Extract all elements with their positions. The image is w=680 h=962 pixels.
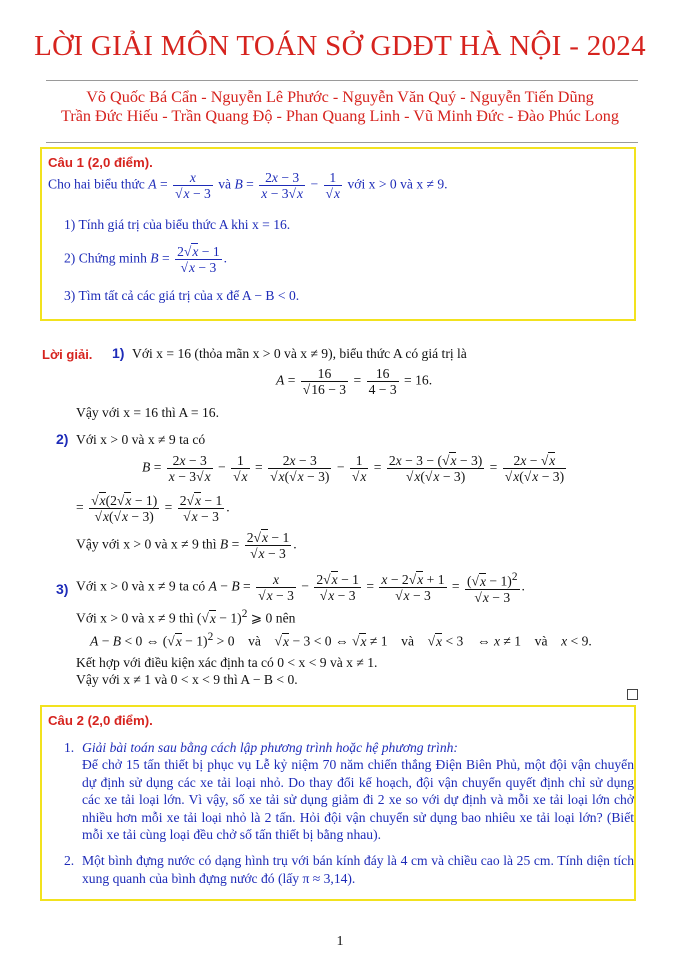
and-word: và xyxy=(401,633,414,649)
fraction: $\frac{2√x - 1}{√x - 3}$ xyxy=(179,493,223,524)
fraction: $\frac{1}{√x}$ xyxy=(233,453,248,484)
fraction: $\frac{1}{√x}$ xyxy=(351,453,367,484)
solution-part-3-line-2: Với x > 0 và x ≠ 9 thì $(√x - 1)^2$ ⩾ 0 nên xyxy=(76,608,296,626)
fraction: $\frac{(√x - 1)^2}{√x - 3}$ xyxy=(466,571,518,605)
page-title: LỜI GIẢI MÔN TOÁN SỞ GDĐT HÀ NỘI - 2024 xyxy=(34,30,646,62)
line-2-end: nên xyxy=(275,610,296,626)
fraction-b1: $\frac{2x - 3}{x - 3√x}$ xyxy=(261,170,304,201)
question-1-item-1: 1) Tính giá trị của biểu thức A khi x = 16. xyxy=(64,217,291,232)
fraction: $\frac{x - 2√x + 1}{√x - 3}$ xyxy=(381,571,445,603)
and-word: và xyxy=(248,633,261,649)
question-1-item-2: 2) Chứng minh B = $\frac{2√x - 1}{√x - 3}$ . xyxy=(64,244,228,275)
fraction-prove: $\frac{2√x - 1}{√x - 3}$ xyxy=(177,244,220,275)
fraction: $\frac{2x - 3}{√x(√x - 3)}$ xyxy=(270,453,330,484)
fraction: $\frac{2x - √x}{√x(√x - 3)}$ xyxy=(504,453,565,484)
question-2-item-2-number: 2. xyxy=(64,853,75,868)
divider xyxy=(46,80,638,81)
solution-part-1-conclusion: Vậy với x = 16 thì A = 16. xyxy=(76,405,219,420)
fraction-b2: $\frac{1}{√x}$ xyxy=(325,170,341,201)
question-2-heading: Câu 2 (2,0 điểm). xyxy=(48,713,153,728)
solution-part-1-text: Với x = 16 (thỏa mãn x > 0 và x ≠ 9), biểu thức A có giá trị là xyxy=(132,346,467,361)
solution-part-1-number: 1) xyxy=(112,345,125,361)
authors-line-2: Trần Đức Hiếu - Trần Quang Độ - Phan Quang Linh - Vũ Minh Đức - Đào Phúc Long xyxy=(61,107,619,125)
conclusion-text: Vậy với x > 0 và x ≠ 9 thì xyxy=(76,536,217,552)
solution-part-2-number: 2) xyxy=(56,431,69,447)
solution-part-3-line-4: Kết hợp với điều kiện xác định ta có 0 < x < 9 và x ≠ 1. xyxy=(76,655,378,670)
question-2-item-1-number: 1. xyxy=(64,740,75,755)
page-number: 1 xyxy=(336,934,344,949)
question-2-item-2-body: Một bình đựng nước có dạng hình trụ với bán kính đáy là 4 cm và chiều cao là 25 cm. Tính diện tích xung quanh của bình đựng nước đó (lấy π ≈ 3,14). xyxy=(82,853,634,886)
intro-and: và xyxy=(218,176,232,192)
question-2-item-1-title: Giải bài toán sau bằng cách lập phương trình hoặc hệ phương trình: xyxy=(82,740,458,755)
part-3-text: Với x > 0 và x ≠ 9 ta có xyxy=(76,578,206,594)
qed-square-icon xyxy=(627,689,638,700)
item-2-text: 2) Chứng minh xyxy=(64,250,147,266)
fraction: $\frac{x}{√x - 3}$ xyxy=(258,571,294,603)
line-2-text: Với x > 0 và x ≠ 9 thì xyxy=(76,610,194,626)
fraction: $\frac{2x - 3}{x - 3√x}$ xyxy=(168,453,211,484)
equation-a-value: A = $\frac{16}{√16 - 3}$ = $\frac{16}{4 - 3}$ = 16. xyxy=(276,366,433,397)
question-1-heading: Câu 1 (2,0 điểm). xyxy=(48,155,153,170)
fraction: $\frac{√x(2√x - 1)}{√x(√x - 3)}$ xyxy=(91,493,158,524)
solution-label: Lời giải. xyxy=(42,347,93,362)
solution-part-3-number: 3) xyxy=(56,581,69,597)
solution-part-3-line-5: Vậy với x ≠ 1 và 0 < x < 9 thì A − B < 0. xyxy=(76,672,298,687)
intro-condition: với x > 0 và x ≠ 9. xyxy=(347,176,448,192)
question-2-item-1-body: Để chở 15 tấn thiết bị phục vụ Lễ kỷ niệm 70 năm chiến thắng Điện Biên Phủ, một đội vận chuyển dự định sử dụng các xe tải loại nhỏ. Do thay đổi kế hoạch, đội vận chuyển quyết định chỉ sử dụng các xe tải loại lớn. Vì vậy, số xe tải sử dụng giảm đi 2 xe so với dự định và mỗi xe tải loại lớn chở nhiều hơn mỗi xe tải loại nhỏ là 2 tấn. Hỏi đội vận chuyển sử dụng bao nhiêu xe tải loại lớn? (Biết mỗi xe tải cùng loại đều chở số tấn thiết bị bằng nhau). xyxy=(82,757,634,843)
intro-text: Cho hai biểu thức xyxy=(48,176,145,192)
solution-part-2-conclusion: Vậy với x > 0 và x ≠ 9 thì B = $\frac{2√x - 1}{√x - 3}$ . xyxy=(76,530,297,561)
question-1-intro: Cho hai biểu thức A = $\frac{x}{√x - 3}$ và B = $\frac{2x - 3}{x - 3√x}$ − $\frac{1}{√x}$ với x > 0 và x ≠ 9. xyxy=(48,170,448,201)
solution-part-2-text: Với x > 0 và x ≠ 9 ta có xyxy=(76,432,206,447)
fraction: $\frac{2√x - 1}{√x - 3}$ xyxy=(316,571,359,603)
and-word: và xyxy=(534,633,548,649)
fraction: $\frac{16}{4 - 3}$ xyxy=(368,366,397,397)
fraction: $\frac{2x - 3 - (√x - 3)}{√x(√x - 3)}$ xyxy=(388,453,483,484)
equation-a-minus-b: Với x > 0 và x ≠ 9 ta có A − B = $\frac{x}{√x - 3}$ − $\frac{2√x - 1}{√x - 3}$ = $\frac{x - 2√x + 1}{√x - 3}$ = $\frac{(√x - 1)^2}{√x - 3}$ . xyxy=(76,571,525,605)
question-1-item-3: 3) Tìm tất cả các giá trị của x để A − B < 0. xyxy=(64,288,300,303)
solution-part-3-equivalence: A − B < 0 ⇔ $(√x - 1)^2 > 0$ và √x − 3 < 0 ⇔ √x ≠ 1 và √x < 3 ⇔ x ≠ 1 và x < 9. xyxy=(90,631,592,649)
equation-b-line-2: = $\frac{√x(2√x - 1)}{√x(√x - 3)}$ = $\frac{2√x - 1}{√x - 3}$ . xyxy=(76,493,230,524)
equation-b-line-1: B = $\frac{2x - 3}{x - 3√x}$ − $\frac{1}{√x}$ = $\frac{2x - 3}{√x(√x - 3)}$ − $\frac{1}{√x}$ = $\frac{2x - 3 - (√x - 3)}{√x(√x - 3)}$ = $\frac{2x - √x}{√x(√x - 3)}$ xyxy=(142,453,565,484)
authors-line-1: Võ Quốc Bá Cẩn - Nguyễn Lê Phước - Nguyễn Văn Quý - Nguyễn Tiến Dũng xyxy=(86,88,594,106)
fraction-a: $\frac{x}{√x - 3}$ xyxy=(175,170,211,201)
divider xyxy=(46,142,638,143)
fraction: $\frac{16}{√16 - 3}$ xyxy=(302,366,347,397)
fraction: $\frac{2√x - 1}{√x - 3}$ xyxy=(246,530,290,561)
